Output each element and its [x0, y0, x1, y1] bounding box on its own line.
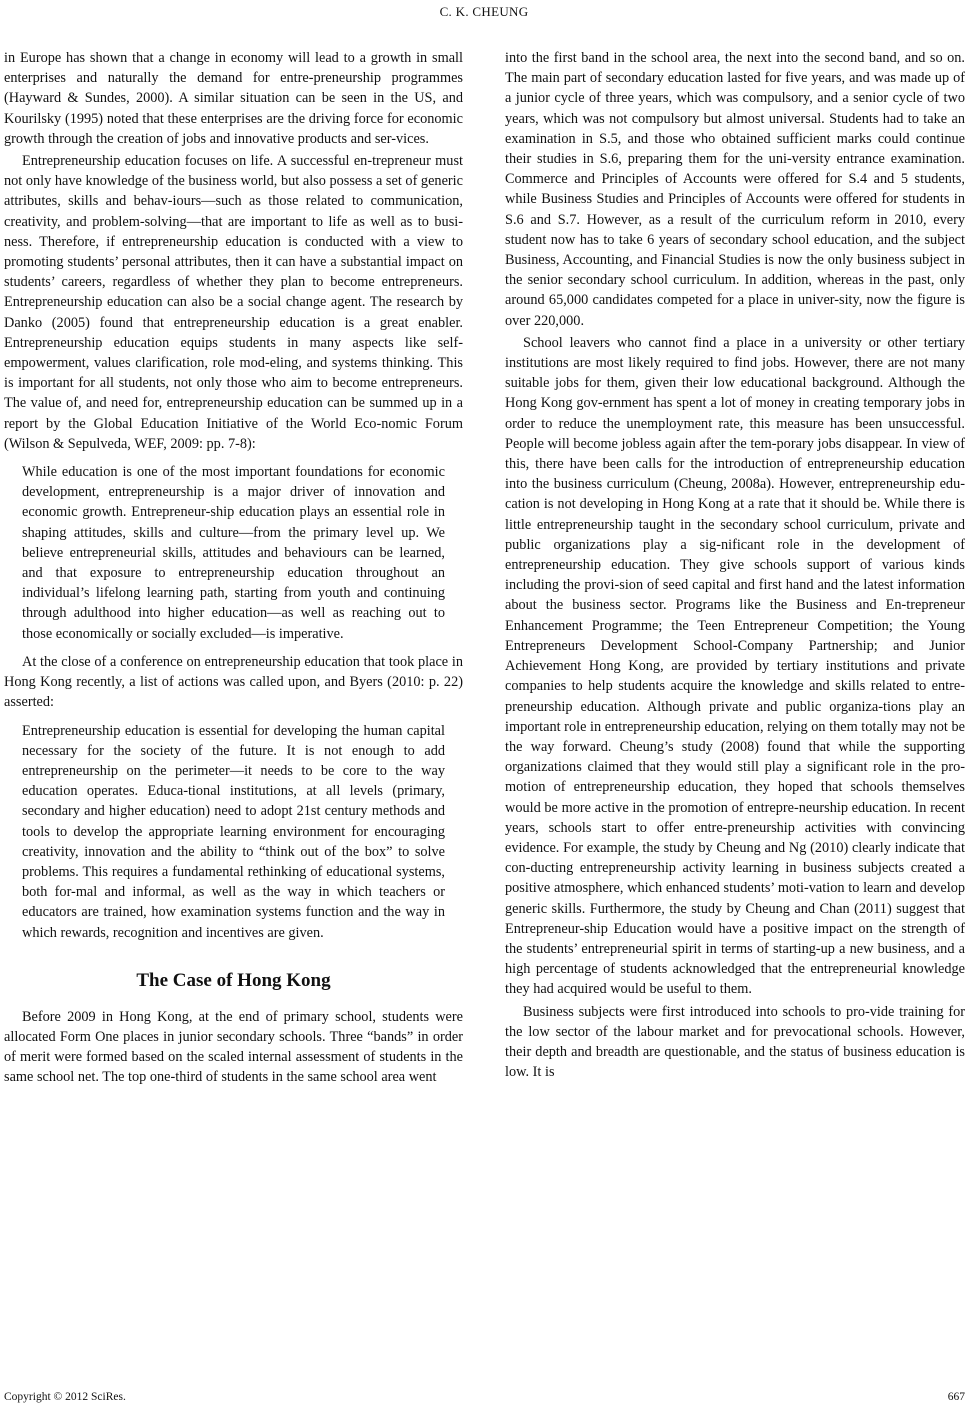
- body-paragraph: into the first band in the school area, the next into the second band, and so on. The main part of secondary education lasted for five years, and was made up of a junior cycle of three years, which was compulsory, and a senior cycle of two years, which was not compulsory but almost universal. Students had to take an examination in S.5, and those who obtained sufficient marks could continue their studies in S.6, preparing them for the uni-versity entrance examination. Commerce and Principles of Accounts were offered for S.4 and 5 students, while Business Studies and Principles of Accounts were offered for students in S.6 and S.7. However, as a result of the curriculum reform in 2010, every student now has to take 6 years of secondary school education, and the subject Business, Accounting, and Financial Studies is now the only business subject in the senior secondary school curriculum. In addition, whereas in the past, only around 65,000 candidates competed for a place in univer-sity, now the figure is over 220,000.: [505, 50, 965, 329]
- page-number: 667: [947, 1391, 965, 1403]
- page-footer: [4, 1391, 965, 1403]
- body-paragraph: At the close of a conference on entrepreneurship education that took place in Hong Kong recently, a list of actions was called upon, and Byers (2010: p. 22) asserted:: [4, 653, 463, 711]
- right-column: [505, 48, 965, 1084]
- block-quote: [22, 721, 445, 943]
- body-paragraph: Before 2009 in Hong Kong, at the end of primary school, students were allocated Form One places in junior secondary schools. Three “bands” in order of merit were formed based on the scaled internal assessment of students in the same school net. The top one-third of students in the same school area went: [4, 1008, 463, 1086]
- quote-text: Entrepreneurship education is essential for developing the human capital necessary for the society of the future. It is not enough to add entrepreneurship on the perimeter—it needs to be core to the way education operates. Educa-tional institutions, at all levels (primary, secondary and higher education) need to adopt 21st century methods and tools to develop the appropriate learning environment for encouraging creativity, innovation and the ability to “think out of the box” to solve problems. This requires a fundamental rethinking of educational systems, both for-mal and informal, as well as the way in which teachers or educators are trained, how examination systems function and the way in which rewards, recognition and incentives are given.: [22, 722, 445, 941]
- body-paragraph: Business subjects were first introduced into schools to pro-vide training for the low sector of the labour market and for prevocational schools. However, their depth and breadth are questionable, and the status of business education is low. It is: [505, 1003, 965, 1081]
- left-column: [4, 48, 463, 1090]
- copyright-notice: Copyright © 2012 SciRes.: [4, 1391, 126, 1403]
- body-paragraph: in Europe has shown that a change in economy will lead to a growth in small enterprises and naturally the demand for entre-preneurship programmes (Hayward & Sundes, 2000). A similar situation can be seen in the US, and Kourilsky (1995) noted that these enterprises are the driving force for economic growth through the creation of jobs and innovative products and ser-vices.: [4, 50, 463, 147]
- quote-text: While education is one of the most important foundations for economic development, entrepreneurship is a major driver of innovation and economic growth. Entrepreneur-ship education plays an essential role in shaping attitudes, skills and culture—from the primary level up. We believe entrepreneurial skills, attitudes and behaviours can be learned, and that exposure to entrepreneurship education throughout an individual’s lifelong learning path, starting from youth and continuing through adulthood into higher education—as well as reaching out to those economically or socially excluded—is imperative.: [22, 464, 445, 642]
- body-paragraph: Entrepreneurship education focuses on life. A successful en-trepreneur must not only have knowledge of the business world, but also possess a set of generic attributes, skills and behav-iours—such as those related to communication, creativity, and problem-solving—that are important to life as well as to busi-ness. Therefore, if entrepreneurship education is conducted with a view to promoting students’ personal attributes, then it can have a substantial impact on students’ careers, regardless of whether they plan to become entrepreneurs. Entrepreneurship education can also be a social change agent. The research by Danko (2005) found that entrepreneurship education is a great enabler. Entrepreneurship education equips students in many aspects like self-empowerment, values clarification, role mod-eling, and systems thinking. This is important for all students, not only those who aim to become entrepreneurs. The value of, and need for, entrepreneurship education can be summed up in a report by the Global Education Initiative of the World Eco-nomic Forum (Wilson & Sepulveda, WEF, 2009: pp. 7-8):: [4, 153, 463, 452]
- running-head: C. K. CHEUNG: [439, 4, 529, 19]
- body-paragraph: School leavers who cannot find a place in a university or other tertiary institutions are most likely required to find jobs. However, there are not many suitable jobs for them, given their low educational background. Although the Hong Kong gov-ernment has spent a lot of money in creating temporary jobs in order to reduce the unemployment rate, this measure has been unsuccessful. People will become jobless again after the tem-porary jobs disappear. In view of this, there have been calls for the introduction of entrepreneurship education into the business curriculum (Cheung, 2008a). However, entrepreneurship edu-cation is not developing in Hong Kong at a rate that it should be. While there is little entrepreneurship taught in the secondary school curriculum, private and public organizations play a sig-nificant role in the development of entrepreneurship education. They give schools support of various kinds including the provi-sion of seed capital and first hand and the latest information about the business sector. Programs like the Business and En-trepreneur Enhancement Programme; the Teen Entrepreneur Competition; the Young Entrepreneurs Development School-Company Partnership; and Junior Achievement Hong Kong, are provided by tertiary institutions and private companies to help students acquire the knowledge and skills related to entre-preneurship education. Although private and public organiza-tions play an important role in entrepreneurship education, relying on them totally may not be the way forward. Cheung’s study (2008) found that while the supporting organizations claimed that they would still play a significant role in the pro-motion of entrepreneurship education, they hoped that schools themselves would be more active in the promotion of entrepre-neurship education. In recent years, schools start to offer entre-preneurship activities with convincing evidence. For example, the study by Cheung and Ng (2010) clearly indicate that con-ducting entrepreneurship activity learning in business subjects created a positive atmosphere, which enhanced students’ moti-vation to learn and develop generic skills. Furthermore, the study by Cheung and Chan (2011) suggest that Entrepreneur-ship Education would have a positive impact on the strength of the students’ entrepreneurial spirit in terms of starting-up a new business, and a high percentage of students acknowledged that the entrepreneurial knowledge they had acquired would be useful to them.: [505, 334, 965, 998]
- section-heading: The Case of Hong Kong: [136, 969, 331, 991]
- block-quote: [22, 462, 445, 644]
